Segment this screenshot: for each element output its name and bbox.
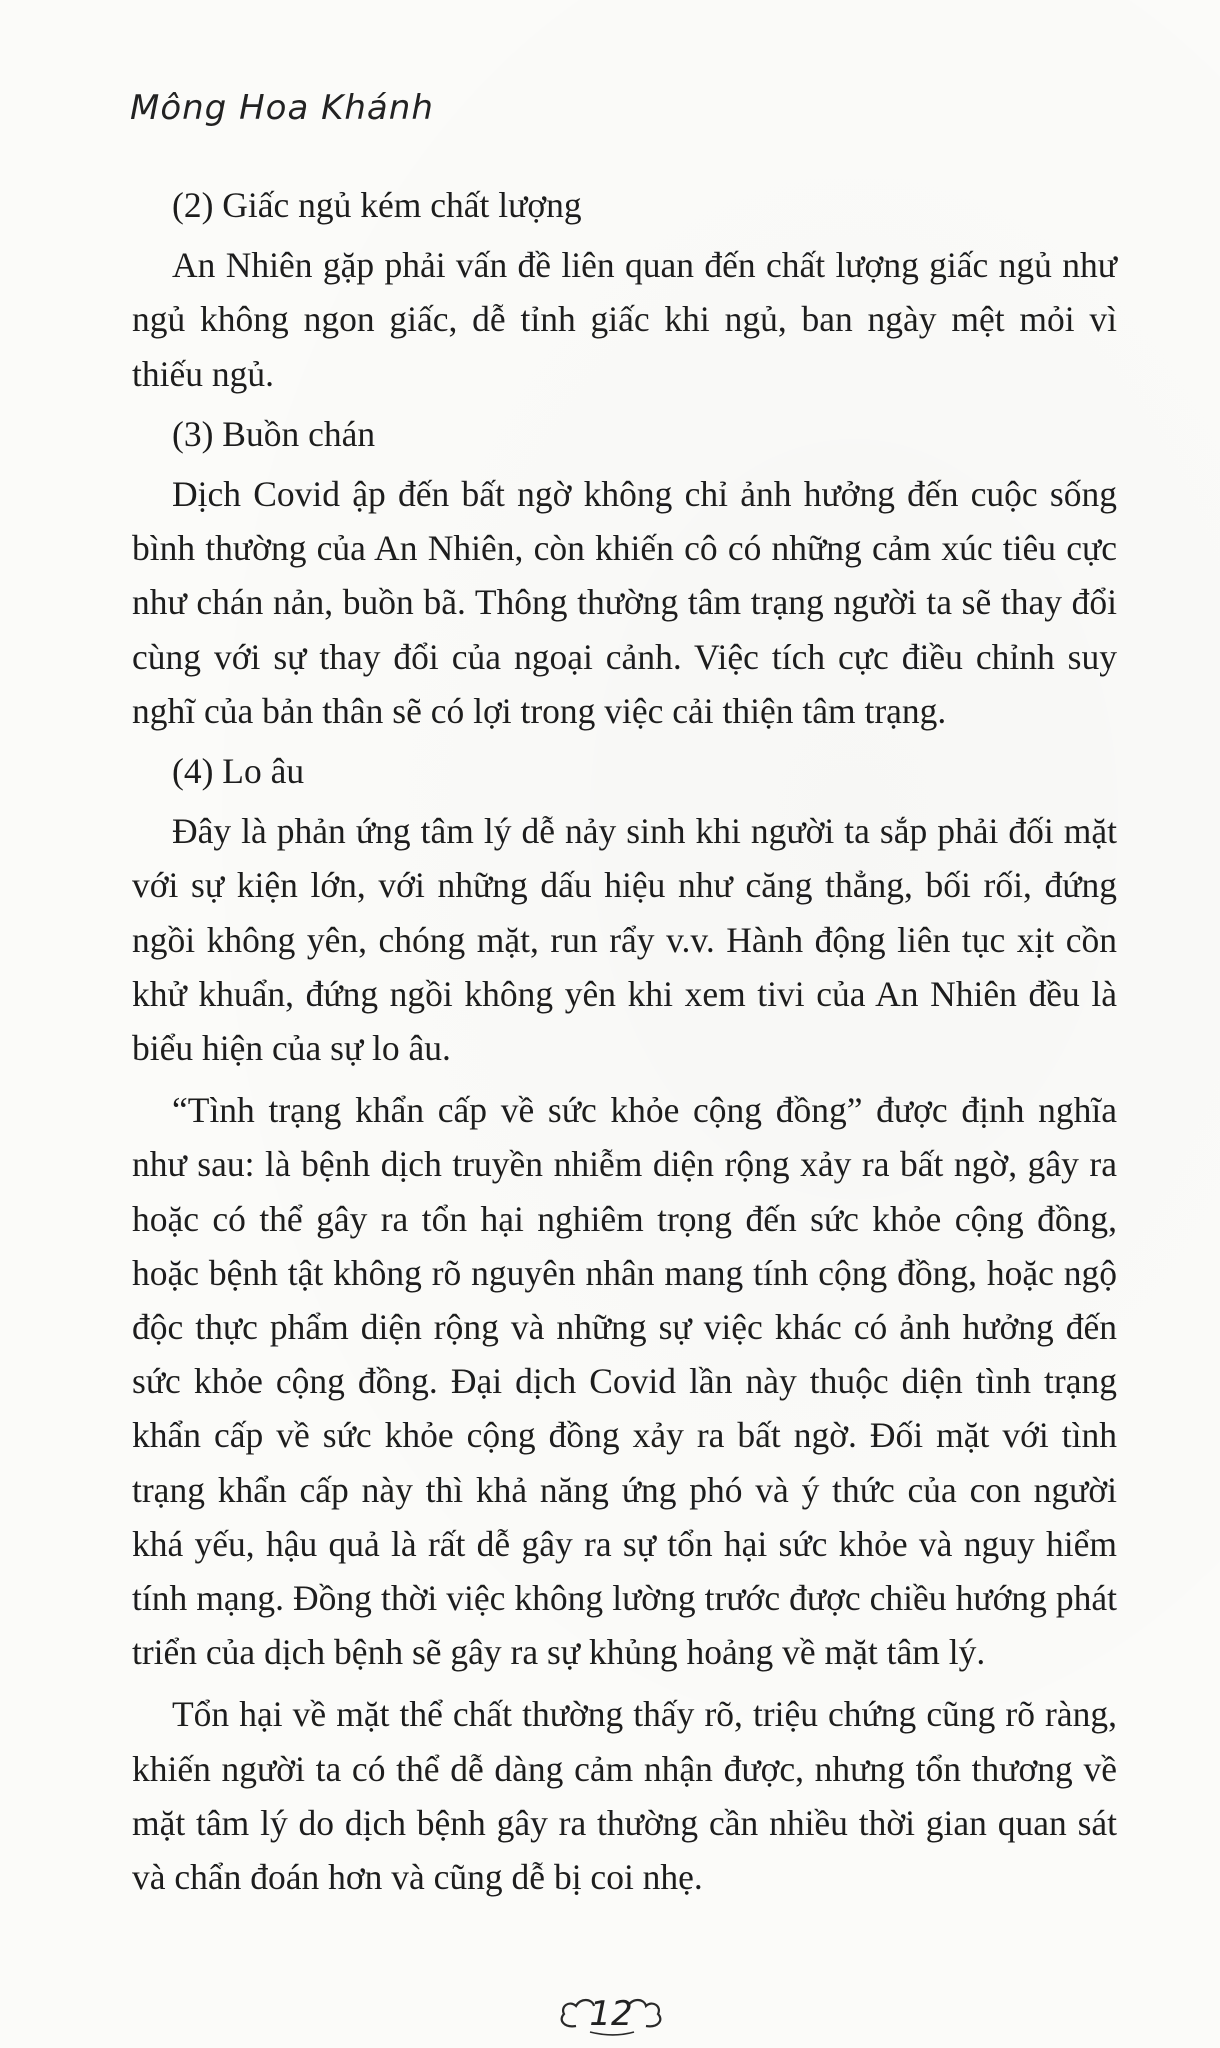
section-heading: (4) Lo âu: [172, 751, 305, 792]
paragraph: An Nhiên gặp phải vấn đề liên quan đến chất lượng giấc ngủ như ngủ không ngon giấc, dễ tỉnh giấc khi ngủ, ban ngày mệt mỏi vì thiếu ngủ.: [132, 245, 1117, 394]
paragraph: Dịch Covid ập đến bất ngờ không chỉ ảnh hưởng đến cuộc sống bình thường của An Nhiên, còn khiến cô có những cảm xúc tiêu cực như chán nản, buồn bã. Thông thường tâm trạng người ta sẽ thay đổi cùng với sự thay đổi của ngoại cảnh. Việc tích cực điều chỉnh suy nghĩ của bản thân sẽ có lợi trong việc cải thiện tâm trạng.: [132, 474, 1117, 731]
paragraph: Đây là phản ứng tâm lý dễ nảy sinh khi người ta sắp phải đối mặt với sự kiện lớn, với những dấu hiệu như căng thẳng, bối rối, đứng ngồi không yên, chóng mặt, run rẩy v.v. Hành động liên tục xịt cồn khử khuẩn, đứng ngồi không yên khi xem tivi của An Nhiên đều là biểu hiện của sự lo âu.: [132, 811, 1117, 1069]
page-number-ornament: [546, 1992, 676, 2040]
section-heading: (2) Giấc ngủ kém chất lượng: [172, 185, 582, 225]
page-number: 12: [589, 1994, 633, 2034]
body-text: [132, 178, 1117, 1904]
paragraph: Tổn hại về mặt thể chất thường thấy rõ, triệu chứng cũng rõ ràng, khiến người ta có thể dễ dàng cảm nhận được, nhưng tổn thương về mặt tâm lý do dịch bệnh gây ra thường cần nhiều thời gian quan sát và chẩn đoán hơn và cũng dễ bị coi nhẹ.: [132, 1694, 1117, 1898]
running-header: Mông Hoa Khánh: [130, 88, 434, 128]
section-heading: (3) Buồn chán: [172, 413, 376, 454]
paragraph: “Tình trạng khẩn cấp về sức khỏe cộng đồng” được định nghĩa như sau: là bệnh dịch truyền nhiễm diện rộng xảy ra bất ngờ, gây ra hoặc có thể gây ra tổn hại nghiêm trọng đến sức khỏe cộng đồng, hoặc bệnh tật không rõ nguyên nhân mang tính cộng đồng, hoặc ngộ độc thực phẩm diện rộng và những sự việc khác có ảnh hưởng đến sức khỏe cộng đồng. Đại dịch Covid lần này thuộc diện tình trạng khẩn cấp về sức khỏe cộng đồng xảy ra bất ngờ. Đối mặt với tình trạng khẩn cấp này thì khả năng ứng phó và ý thức của con người khá yếu, hậu quả là rất dễ gây ra sự tổn hại sức khỏe và nguy hiểm tính mạng. Đồng thời việc không lường trước được chiều hướng phát triển của dịch bệnh sẽ gây ra sự khủng hoảng về mặt tâm lý.: [132, 1090, 1117, 1673]
